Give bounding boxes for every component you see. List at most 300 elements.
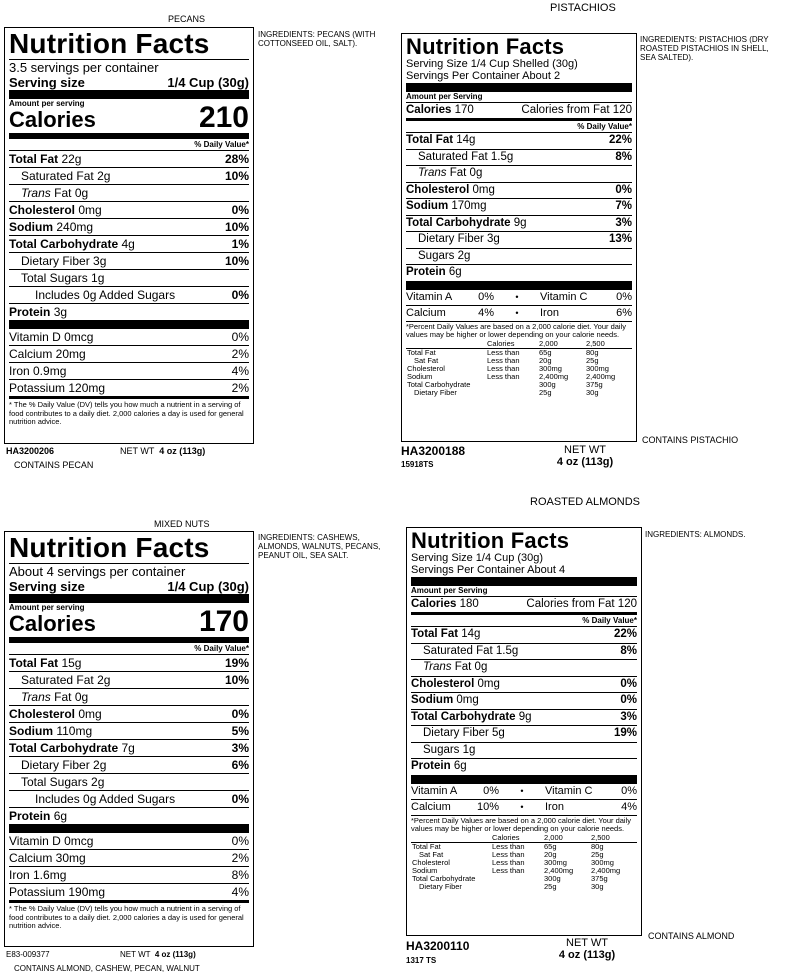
nf-title: Nutrition Facts [406, 34, 565, 59]
vitamin-dv: 2% [231, 347, 249, 361]
dv-table-cell: Less than [487, 355, 520, 365]
nutrient-amount: 9g [513, 216, 527, 229]
almonds-net-wt: NET WT 4 oz (113g) [558, 937, 616, 961]
vitamin-label: Calcium [406, 306, 446, 319]
footnote: *Percent Daily Values are based on a 2,000 calorie diet. Your daily values may be higher or lower depending on your calorie needs. [406, 321, 627, 339]
serving-size: Serving Size 1/4 Cup Shelled (30g) [406, 58, 578, 70]
nutrient-label: Saturated Fat [21, 673, 94, 687]
nutrient-name [423, 644, 518, 660]
dv-table-cell: 80g [591, 841, 604, 851]
nutrient-name [406, 133, 475, 149]
nutrient-label: Total Fat [9, 152, 59, 166]
nutrient-dv: 0% [231, 288, 249, 302]
vitamin-label: Vitamin C [545, 784, 593, 797]
amount-per-serving: Amount per serving [9, 603, 85, 612]
nutrient-dv: 7% [615, 200, 632, 212]
nutrient-name [411, 677, 500, 693]
nutrient-dv: 0% [620, 677, 637, 690]
calories-from-fat: Calories from Fat 120 [521, 104, 632, 116]
nutrient-row [406, 198, 632, 215]
pistachios-code2: 15918TS [401, 460, 434, 469]
nf-title: Nutrition Facts [411, 528, 570, 553]
dv-table-cell [486, 381, 538, 389]
calories-value: 170 [454, 104, 474, 116]
nutrient-amount: 3g [93, 254, 107, 268]
nutrient-label: Total Fat [9, 656, 59, 670]
nutrient-label: Total Carbohydrate [406, 216, 511, 229]
nutrient-amount: 0mg [78, 203, 102, 217]
protein-label: Protein [9, 809, 51, 823]
dv-table-cell: Less than [492, 841, 525, 851]
nutrient-label: Total Fat [411, 628, 459, 640]
amount-per-serving: Amount per Serving [406, 92, 483, 101]
nutrient-name [411, 693, 479, 709]
nutrient-label: Saturated Fat [423, 644, 493, 657]
dv-table-cell: Total Fat [407, 347, 436, 357]
nutrient-label: Includes 0g Added Sugars [35, 792, 176, 806]
nutrient-row [411, 659, 637, 676]
servings-per-container: 3.5 servings per container [9, 60, 159, 75]
nutrient-row [9, 269, 249, 286]
nutrient-row [406, 149, 632, 166]
pistachios-nutrition-label [401, 33, 637, 442]
dv-table-cell: 2,400mg [544, 865, 574, 875]
mixed-ingredients: INGREDIENTS: CASHEWS, ALMONDS, WALNUTS, PECANS, PEANUT OIL, SEA SALT. [258, 533, 381, 560]
vitamin-row [9, 849, 249, 866]
nutrient-row [9, 671, 249, 688]
nutrient-label: Cholesterol [9, 203, 76, 217]
nutrient-label: Total Fat [406, 134, 454, 146]
nutrient-name [418, 150, 513, 166]
nutrient-name [406, 183, 495, 199]
vitamin-label: Iron 0.9mg [9, 364, 67, 378]
nutrient-name [423, 726, 505, 742]
nutrient-amount: Fat 0g [454, 661, 488, 673]
dv-table-cell: 300mg [586, 363, 609, 373]
dv-table-cell: Sat Fat [419, 849, 444, 859]
dv-table-cell: Less than [487, 363, 520, 373]
calories-from-fat: Calories from Fat 120 [526, 598, 637, 610]
nutrient-name [21, 672, 110, 688]
calories-label: Calories [9, 611, 96, 636]
nutrient-label: Sodium [9, 724, 53, 738]
serving-size-row [9, 75, 249, 90]
vitamin-label: Vitamin A [411, 784, 458, 797]
nutrient-amount: 15g [61, 656, 82, 670]
nutrient-row [9, 184, 249, 201]
nutrient-amount: 2g [93, 758, 107, 772]
dv-table-cell: 30g [591, 881, 604, 891]
nutrient-label: Trans [423, 661, 452, 673]
dv-table-header: Calories [487, 338, 515, 348]
nutrient-dv: 22% [608, 134, 632, 146]
mixed-nutrition-label [4, 531, 254, 947]
serving-size-value: 1/4 Cup (30g) [167, 75, 249, 90]
servings-per-container: Servings Per Container About 2 [406, 70, 561, 82]
protein-value: 6g [53, 809, 68, 823]
nutrient-row [406, 132, 632, 149]
dv-table-cell: Less than [487, 347, 520, 357]
nutrient-label: Sodium [411, 694, 454, 706]
nutrient-amount: 1.5g [490, 150, 514, 163]
vitamin-row [9, 866, 249, 883]
nutrient-label: Sodium [9, 220, 53, 234]
nutrient-amount: 7g [121, 741, 135, 755]
vitamin-dv: 0% [621, 784, 637, 797]
daily-value-header: % Daily Value* [194, 140, 249, 149]
vitamin-dv: 0% [231, 330, 249, 344]
vitamin-row [9, 883, 249, 900]
nutrient-amount: 14g [461, 628, 481, 640]
dv-table-cell [491, 875, 543, 883]
nutrient-dv: 0% [620, 694, 637, 706]
dv-table-cell: 2,400mg [539, 371, 569, 381]
nutrient-dv: 22% [613, 628, 637, 640]
dv-table-header [406, 340, 486, 349]
dv-table-cell: 25g [591, 849, 604, 859]
nutrient-name [418, 166, 482, 182]
nutrient-name [418, 249, 470, 265]
vitamin-row [9, 833, 249, 849]
almonds-heading: ROASTED ALMONDS [530, 496, 641, 508]
nutrient-name [21, 253, 106, 269]
nutrient-label: Total Carbohydrate [9, 741, 119, 755]
nutrient-dv: 0% [231, 707, 249, 721]
dv-table-cell: 65g [544, 841, 557, 851]
nutrient-row [411, 692, 637, 709]
nutrient-name [9, 202, 102, 218]
nf-title: Nutrition Facts [9, 532, 210, 563]
dv-table-cell: Cholesterol [407, 363, 445, 373]
nutrient-row [406, 231, 632, 248]
nutrient-amount: 1g [91, 271, 105, 285]
nutrient-row [9, 286, 249, 303]
nutrient-label: Trans [21, 690, 51, 704]
dv-table-cell: 20g [544, 849, 557, 859]
almonds-code: HA3200110 [406, 939, 470, 953]
footnote: * The % Daily Value (DV) tells you how much a nutrient in a serving of food contributes to a daily diet. 2,000 calories a day is used for general nutrition advice. [9, 904, 244, 930]
nutrient-name [9, 740, 135, 756]
dv-table-cell: 375g [586, 379, 603, 389]
dv-table-cell: Total Fat [412, 841, 441, 851]
nutrient-dv: 10% [224, 254, 249, 268]
nutrient-amount: 2g [97, 169, 111, 183]
vitamin-label: Vitamin D 0mcg [9, 834, 94, 848]
pecans-heading: PECANS [168, 14, 206, 24]
nutrient-name [423, 660, 487, 676]
nutrient-name [9, 219, 93, 235]
nutrient-label: Trans [21, 186, 51, 200]
nutrient-label: Includes 0g Added Sugars [35, 288, 176, 302]
nutrient-name [21, 757, 106, 773]
nutrient-label: Cholesterol [9, 707, 76, 721]
nutrient-amount: 9g [518, 710, 532, 723]
calories-value: 180 [459, 598, 479, 610]
protein-label: Protein [9, 305, 51, 319]
nutrient-label: Dietary Fiber [21, 254, 90, 268]
nutrient-dv: 8% [615, 150, 632, 163]
nutrient-row [9, 790, 249, 807]
nutrient-row [9, 705, 249, 722]
calories-value: 210 [198, 101, 249, 134]
mixed-code: E83-009377 [6, 950, 50, 959]
nutrient-label: Cholesterol [406, 183, 470, 196]
nutrient-name [21, 270, 104, 286]
vitamin-dv: 4% [621, 800, 637, 813]
dv-table-cell: 25g [544, 881, 557, 891]
nutrient-dv: 10% [224, 220, 249, 234]
nutrient-label: Sugars [418, 249, 455, 262]
nf-title: Nutrition Facts [9, 28, 210, 59]
nutrient-name [423, 743, 475, 759]
nutrient-label: Dietary Fiber [423, 727, 489, 739]
pistachios-ingredients: INGREDIENTS: PISTACHIOS (DRY ROASTED PISTACHIOS IN SHELL, SEA SALTED). [640, 35, 769, 62]
nutrient-dv: 10% [224, 673, 249, 687]
vitamin-row: Vitamin A 0% • Vitamin C 0% [406, 290, 632, 303]
nutrient-row [9, 150, 249, 167]
nutrient-name [35, 791, 175, 807]
nutrient-row [411, 626, 637, 643]
nutrient-row [9, 756, 249, 773]
vitamin-label: Potassium 120mg [9, 381, 106, 395]
nutrient-amount: 0mg [456, 694, 479, 706]
nutrient-dv: 13% [608, 233, 632, 245]
nutrient-dv: 0% [231, 792, 249, 806]
serving-size-value: 1/4 Cup (30g) [167, 579, 249, 594]
mixed-heading: MIXED NUTS [154, 519, 210, 529]
nutrient-row [406, 165, 632, 182]
nutrient-dv: 3% [620, 710, 637, 723]
serving-size-label: Serving size [9, 75, 85, 90]
vitamin-label: Vitamin D 0mcg [9, 330, 94, 344]
nutrient-row [9, 773, 249, 790]
nutrient-row [9, 722, 249, 739]
nutrient-label: Dietary Fiber [21, 758, 90, 772]
dv-table-cell: Less than [487, 371, 520, 381]
serving-size-row [9, 579, 249, 594]
vitamin-dv: 0% [616, 290, 632, 303]
nutrient-dv: 28% [224, 152, 249, 166]
nutrient-dv: 3% [615, 216, 632, 229]
nutrient-row [411, 742, 637, 759]
nutrient-row [406, 182, 632, 199]
vitamin-dv: 0% [231, 834, 249, 848]
nutrient-label: Saturated Fat [418, 150, 488, 163]
nutrient-label: Sodium [406, 200, 449, 212]
daily-value-header: % Daily Value* [582, 616, 637, 625]
vitamin-label: Potassium 190mg [9, 885, 106, 899]
footnote: *Percent Daily Values are based on a 2,000 calorie diet. Your daily values may be higher or lower depending on your calorie needs. [411, 815, 632, 833]
nutrient-dv: 0% [231, 203, 249, 217]
pistachios-net-wt: NET WT 4 oz (113g) [556, 444, 614, 468]
nutrient-amount: 170mg [451, 200, 487, 212]
pistachios-contains: CONTAINS PISTACHIO [642, 435, 739, 445]
nutrient-label: Sugars [423, 743, 460, 756]
nutrient-amount: 2g [91, 775, 105, 789]
vitamin-dv: 4% [231, 364, 249, 378]
nutrient-amount: 2g [457, 249, 471, 262]
pecans-nutrition-label [4, 27, 254, 444]
pecans-ingredients: INGREDIENTS: PECANS (WITH COTTONSEED OIL, SALT). [258, 30, 376, 48]
vitamin-dv: 10% [476, 800, 499, 813]
vitamin-label: Calcium 20mg [9, 347, 86, 361]
footnote: * The % Daily Value (DV) tells you how much a nutrient in a serving of food contributes to a daily diet. 2,000 calories a day is used for general nutrition advice. [9, 400, 244, 426]
nutrient-name [9, 236, 135, 252]
dv-table-cell: 300mg [544, 857, 567, 867]
nutrient-name [406, 199, 487, 215]
nutrient-row [9, 167, 249, 184]
nutrient-amount: Fat 0g [449, 167, 483, 179]
dv-table-cell: 300g [544, 873, 561, 883]
nutrient-name [21, 689, 88, 705]
vitamin-label: Iron [545, 800, 564, 813]
nutrient-amount: 5g [492, 727, 505, 739]
dv-table-cell: 20g [539, 355, 552, 365]
nutrient-amount: 0mg [78, 707, 102, 721]
dv-table-cell: 300g [539, 379, 556, 389]
pecans-code: HA3200206 [6, 446, 55, 456]
vitamin-row [9, 345, 249, 362]
nutrient-row [9, 688, 249, 705]
nutrient-name [406, 216, 527, 232]
protein-value: 3g [53, 305, 68, 319]
pistachios-code: HA3200188 [401, 444, 466, 458]
vitamin-label: Vitamin A [406, 290, 453, 303]
nutrient-amount: 110mg [56, 724, 93, 738]
serving-size: Serving Size 1/4 Cup (30g) [411, 552, 544, 564]
nutrient-amount: 2g [97, 673, 111, 687]
nutrient-row [9, 654, 249, 671]
nutrient-dv: 5% [231, 724, 249, 738]
nutrient-row [9, 218, 249, 235]
calories-row [406, 102, 632, 118]
nutrient-label: Cholesterol [411, 677, 475, 690]
nutrient-amount: 4g [121, 237, 135, 251]
nutrient-name [9, 655, 81, 671]
pecans-net-wt: NET WT 4 oz (113g) [120, 446, 206, 456]
almonds-code2: 1317 TS [406, 956, 437, 965]
daily-value-header: % Daily Value* [194, 644, 249, 653]
vitamin-row [9, 362, 249, 379]
protein-value: 6g [453, 760, 467, 772]
dv-table-header: 2,000 [539, 338, 558, 348]
nutrient-amount: 3g [487, 233, 500, 245]
nutrient-name [411, 627, 480, 643]
dv-table-cell: Less than [492, 857, 525, 867]
calories-label: Calories [411, 598, 457, 610]
vitamin-dv: 4% [478, 306, 494, 319]
vitamin-row: Vitamin A 0% • Vitamin C 0% [411, 784, 637, 797]
nutrient-dv: 8% [620, 644, 637, 657]
pecans-contains: CONTAINS PECAN [14, 460, 94, 470]
vitamin-label: Calcium [411, 800, 451, 813]
dv-table-header [411, 834, 491, 843]
dv-table-cell: 25g [586, 355, 599, 365]
vitamin-row: Calcium 10% • Iron 4% [411, 800, 637, 813]
dv-table-cell: 300mg [591, 857, 614, 867]
amount-per-serving: Amount per Serving [411, 586, 488, 595]
nutrient-amount: 1.5g [495, 644, 519, 657]
mixed-net-wt: NET WT 4 oz (113g) [120, 950, 196, 959]
daily-values-table [406, 340, 632, 397]
servings-per-container: Servings Per Container About 4 [411, 564, 566, 576]
nutrient-name [411, 710, 532, 726]
vitamin-dv: 0% [483, 784, 499, 797]
vitamin-row: Calcium 4% • Iron 6% [406, 306, 632, 319]
protein-label: Protein [406, 266, 446, 278]
nutrient-amount: Fat 0g [54, 186, 89, 200]
dv-table-cell: Less than [492, 865, 525, 875]
nutrient-row [9, 201, 249, 218]
calories-row [411, 596, 637, 612]
nutrient-amount: Fat 0g [54, 690, 89, 704]
vitamin-row [9, 329, 249, 345]
nutrient-dv: 19% [613, 727, 637, 739]
nutrient-row [9, 235, 249, 252]
nutrient-dv: 1% [231, 237, 249, 251]
dv-table-cell: Sodium [412, 865, 438, 875]
vitamin-row [9, 379, 249, 396]
nutrient-amount: 1g [462, 743, 476, 756]
nutrient-amount: 0mg [472, 183, 495, 196]
nutrient-amount: 14g [456, 134, 476, 146]
nutrient-dv: 10% [224, 169, 249, 183]
dv-table-cell: Total Carbohydrate [407, 379, 471, 389]
nutrient-name [9, 706, 102, 722]
nutrient-row [411, 725, 637, 742]
dv-table-cell [491, 883, 543, 891]
dv-table-cell: 30g [586, 387, 599, 397]
dv-table-cell: Dietary Fiber [419, 881, 462, 891]
nutrient-row [411, 643, 637, 660]
mixed-contains: CONTAINS ALMOND, CASHEW, PECAN, WALNUT [14, 964, 200, 973]
daily-values-table [411, 834, 637, 891]
protein-row [9, 807, 249, 824]
nutrient-name [9, 723, 92, 739]
nutrient-dv: 0% [615, 183, 632, 196]
dv-table-cell: Total Carbohydrate [412, 873, 476, 883]
nutrient-name [35, 287, 175, 303]
dv-table-cell: 375g [591, 873, 608, 883]
nutrient-dv: 19% [224, 656, 249, 670]
dv-table-cell: 300mg [539, 363, 562, 373]
vitamin-dv: 6% [616, 306, 632, 319]
vitamin-dv: 2% [231, 851, 249, 865]
nutrient-name [21, 774, 104, 790]
dv-table-cell: Sat Fat [414, 355, 439, 365]
nutrient-label: Dietary Fiber [418, 233, 484, 245]
dv-table-cell: 25g [539, 387, 552, 397]
calories-value: 170 [198, 605, 249, 638]
nutrient-name [418, 232, 500, 248]
vitamin-label: Calcium 30mg [9, 851, 86, 865]
nutrient-name [9, 151, 81, 167]
nutrient-label: Total Sugars [21, 271, 88, 285]
nutrient-row [406, 248, 632, 265]
vitamin-label: Iron 1.6mg [9, 868, 67, 882]
protein-row [406, 264, 632, 281]
nutrient-row [9, 739, 249, 756]
pistachios-heading: PISTACHIOS [550, 2, 616, 14]
nutrient-label: Total Sugars [21, 775, 88, 789]
dv-table-cell: 2,400mg [586, 371, 616, 381]
dv-table-header: Calories [492, 832, 520, 842]
vitamin-dv: 2% [231, 381, 249, 395]
nutrient-amount: 22g [61, 152, 82, 166]
nutrient-row [411, 709, 637, 726]
dv-table-header: 2,500 [586, 338, 605, 348]
nutrient-row [411, 676, 637, 693]
